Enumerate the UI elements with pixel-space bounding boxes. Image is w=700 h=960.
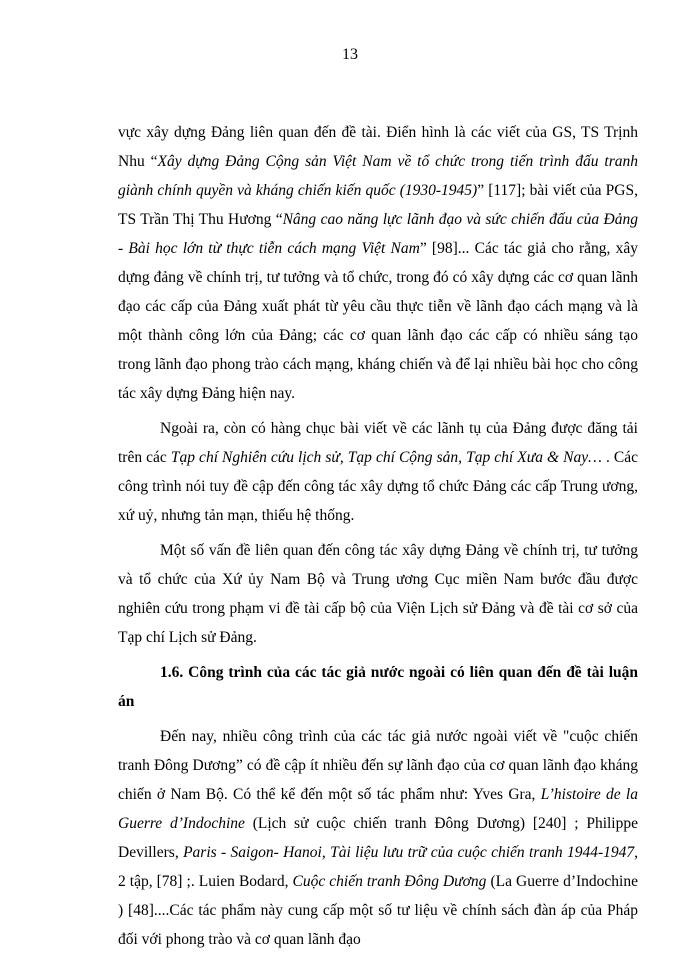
italic-title: Tạp chí Nghiên cứu lịch sử, Tạp chí Cộng sản, Tạp chí Xưa & Nay… <box>170 449 602 466</box>
italic-title: Xây dựng Đảng Cộng sản Việt Nam về tổ chức trong tiến trình đấu tranh giành chính quyền và kháng chiến kiến quốc (1930-1945) <box>118 153 638 199</box>
italic-title: Paris - Saigon- Hanoi, Tài liệu lưu trữ của cuộc chiến tranh 1944-1947 <box>183 844 635 861</box>
text-run: . Các công trình nói tuy đề cập đến công tác xây dựng tổ chức Đảng các cấp Trung ương, xứ uỷ, nhưng tản mạn, thiếu hệ thống. <box>118 449 638 524</box>
text-run: (La Guerre d’Indochine ) [48]....Các tác phẩm này cung cấp một số tư liệu về chính sách đàn áp của Pháp đối với phong trào và cơ quan lãnh đạo <box>118 873 638 948</box>
text-run: Một số vấn đề liên quan đến công tác xây dựng Đảng về chính trị, tư tưởng và tổ chức của Xứ ủy Nam Bộ và Trung ương Cục miền Nam bước đầu được nghiên cứu trong phạm vi đề tài cấp bộ của Viện Lịch sử Đảng và đề tài cơ sở của Tạp chí Lịch sử Đảng. <box>118 542 638 646</box>
paragraph <box>118 722 638 954</box>
page-number: 13 <box>342 46 358 63</box>
italic-title: Nâng cao năng lực lãnh đạo và sức chiến đấu của Đảng - Bài học lớn từ thực tiễn cách mạng Việt Nam <box>118 211 638 257</box>
text-run: Ngoài ra, còn có hàng chục bài viết về các lãnh tụ của Đảng được đăng tải trên các <box>118 420 638 466</box>
text-run: ” [98]... Các tác giả cho rằng, xây dựng đảng về chính trị, tư tưởng và tổ chức, trong đó có xây dựng các cơ quan lãnh đạo các cấp của Đảng xuất phát từ yêu cầu thực tiễn về lãnh đạo cách mạng và là một thành công lớn của Đảng; các cơ quan lãnh đạo các cấp có nhiều sáng tạo trong lãnh đạo phong trào cách mạng, kháng chiến và để lại nhiều bài học cho công tác xây dựng Đảng hiện nay. <box>118 240 638 402</box>
paragraph <box>118 536 638 652</box>
body-text <box>118 118 638 954</box>
paragraph <box>118 118 638 408</box>
text-run: (Lịch sử cuộc chiến tranh Đông Dương) [240] ; Philippe Devillers, <box>118 815 638 861</box>
text-run: vực xây dựng Đảng liên quan đến đề tài. Điển hình là các viết của GS, TS Trịnh Nhu “ <box>118 124 638 170</box>
section-heading <box>118 658 638 716</box>
italic-title: L’histoire de la Guerre d’Indochine <box>118 786 638 832</box>
text-run: 1.6. Công trình của các tác giả nước ngoài có liên quan đến đề tài luận án <box>118 664 638 710</box>
paragraph <box>118 414 638 530</box>
italic-title: Cuộc chiến tranh Đông Dương <box>292 873 487 890</box>
text-run: ” [117]; bài viết của PGS, TS Trần Thị Thu Hương “ <box>118 182 638 228</box>
text-run: , 2 tập, [78] ;. Luien Bodard, <box>118 844 638 890</box>
text-run: Đến nay, nhiều công trình của các tác giả nước ngoài viết về "cuộc chiến tranh Đông Dương” có đề cập ít nhiều đến sự lãnh đạo của cơ quan lãnh đạo kháng chiến ở Nam Bộ. Có thể kể đến một số tác phẩm như: Yves Gra, <box>118 728 638 803</box>
